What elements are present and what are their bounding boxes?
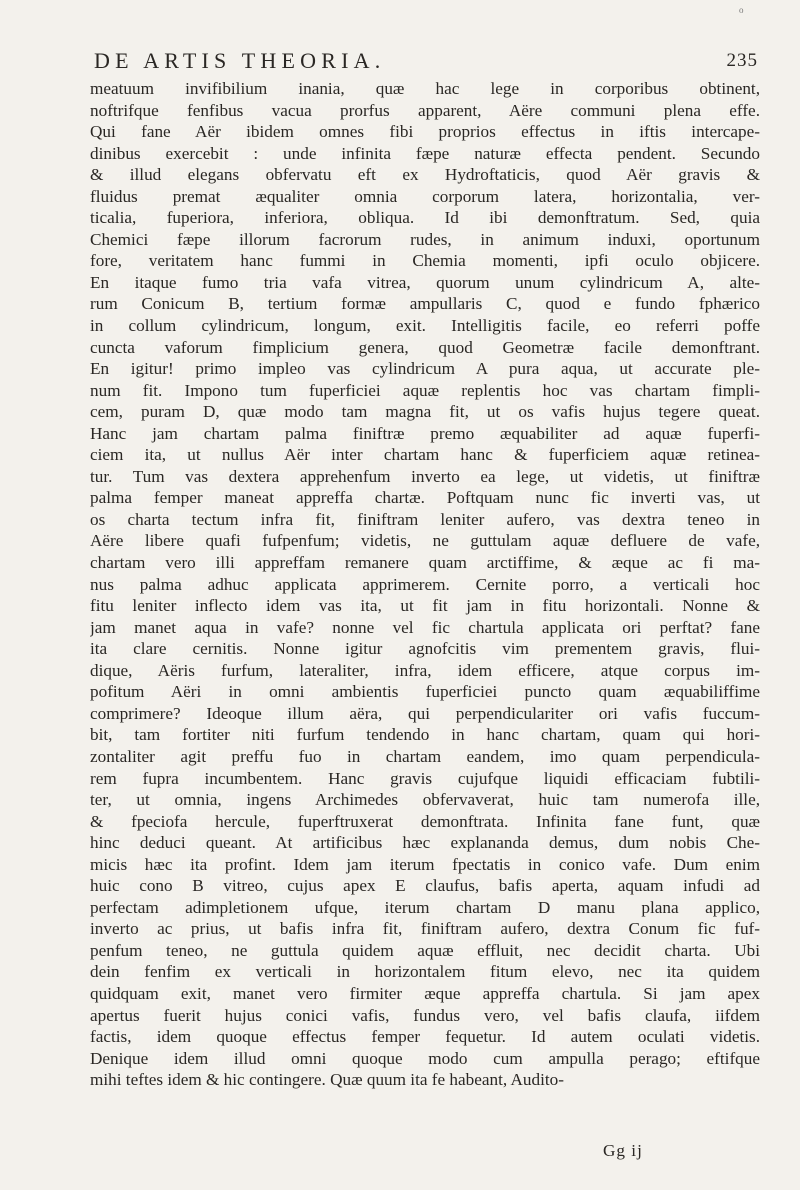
text-line: palma femper maneat appreffa chartæ. Poftquam nunc fic inverti vas, ut (90, 488, 760, 508)
text-line: penfum teneo, ne guttula quidem aquæ effluit, nec decidit charta. Ubi (90, 940, 760, 960)
running-head-title: DE ARTIS THEORIA. (94, 48, 386, 73)
text-line: zontaliter agit preffu fuo in chartam eandem, imo quam perpendicula- (90, 746, 760, 766)
body-text (90, 78, 760, 1091)
footer-row (90, 1141, 760, 1163)
text-line: perfectam adimpletionem ufque, iterum chartam D manu plana applico, (90, 897, 760, 917)
text-line: micis hæc ita profint. Idem jam iterum fpectatis in conico vafe. Dum enim (90, 854, 760, 874)
text-line: Denique idem illud omni quoque modo cum ampulla perago; eftifque (90, 1048, 760, 1068)
text-line: fore, veritatem hanc fummi in Chemia momenti, ipfi oculo objicere. (90, 251, 760, 271)
text-line: En igitur! primo impleo vas cylindricum A pura aqua, ut accurate ple- (90, 359, 760, 379)
text-line: ciem ita, ut nullus Aër inter chartam hanc & fuperficiem aquæ retinea- (90, 445, 760, 465)
text-line: jam manet aqua in vafe? nonne vel fic chartula applicata ori perftat? fane (90, 617, 760, 637)
text-line: pofitum Aëri in omni ambientis fuperficiei puncto quam æquabiliffime (90, 682, 760, 702)
text-line: bit, tam fortiter niti furfum tendendo in hanc chartam, quam qui hori- (90, 725, 760, 745)
text-line: & illud elegans obfervatu eft ex Hydroftaticis, quod Aër gravis & (90, 165, 760, 185)
text-line: En itaque fumo tria vafa vitrea, quorum unum cylindricum A, alte- (90, 272, 760, 292)
text-line: fluidus premat æqualiter omnia corporum latera, horizontalia, ver- (90, 186, 760, 206)
text-line: inverto ac prius, ut bafis infra fit, finiftram aufero, dextra Conum fic fuf- (90, 919, 760, 939)
text-line: cem, puram D, quæ modo tam magna fit, ut os vafis hujus tegere queat. (90, 402, 760, 422)
text-line: Qui fane Aër ibidem omnes fibi proprios effectus in iftis intercape- (90, 122, 760, 142)
text-line: rem fupra incumbentem. Hanc gravis cujufque liquidi efficaciam fubtili- (90, 768, 760, 788)
text-line: fitu leniter inflecto idem vas ita, ut fit jam in fitu horizontali. Nonne & (90, 596, 760, 616)
text-line: hinc deduci queant. At artificibus hæc explananda demus, dum nobis Che- (90, 833, 760, 853)
text-line: tur. Tum vas dextera apprehenfum inverto ea lege, ut videtis, ut finiftræ (90, 466, 760, 486)
text-line: dique, Aëris furfum, lateraliter, infra, idem efficere, atque corpus im- (90, 660, 760, 680)
text-line: Chemici fæpe illorum facrorum rudes, in animum induxi, oportunum (90, 229, 760, 249)
text-line: Aëre libere quafi fufpenfum; videtis, ne guttulam aquæ defluere de vafe, (90, 531, 760, 551)
corner-mark: o (739, 5, 744, 15)
text-line: meatuum invifibilium inania, quæ hac lege in corporibus obtinent, (90, 79, 760, 98)
text-line: comprimere? Ideoque illum aëra, qui perpendiculariter ori vafis fuccum- (90, 703, 760, 723)
text-line: quidquam exit, manet vero firmiter æque appreffa chartula. Si jam apex (90, 983, 760, 1003)
page-number: 235 (726, 50, 758, 71)
text-line: chartam vero illi appreffam remanere quam arctiffime, & æque ac fi ma- (90, 553, 760, 573)
text-line: rum Conicum B, tertium formæ ampullaris C, quod e fundo fphærico (90, 294, 760, 314)
text-line: Hanc jam chartam palma finiftræ premo æquabiliter ad aquæ fuperfi- (90, 423, 760, 443)
text-line: dein fenfim ex verticali in horizontalem fitum elevo, nec ita quidem (90, 962, 760, 982)
text-line: dinibus exercebit : unde infinita fæpe naturæ effecta pendent. Secundo (90, 143, 760, 163)
text-line: mihi teftes idem & hic contingere. Quæ quum ita fe habeant, Audito- (90, 1070, 564, 1090)
text-line: num fit. Impono tum fuperficiei aquæ replentis hoc vas chartam fimpli- (90, 380, 760, 400)
text-line: in collum cylindricum, longum, exit. Intelligitis facile, eo referri poffe (90, 316, 760, 336)
text-line: huic cono B vitreo, cujus apex E claufus, bafis aperta, aquam infudi ad (90, 876, 760, 896)
text-line: os charta tectum infra fit, finiftram leniter aufero, vas dextra teneo in (90, 509, 760, 529)
text-line: factis, idem quoque effectus femper fequetur. Id autem oculati videtis. (90, 1027, 760, 1047)
text-line: nus palma adhuc applicata apprimerem. Cernite porro, a verticali hoc (90, 574, 760, 594)
text-line: apertus fuerit hujus conici vafis, fundus vero, vel bafis claufa, iifdem (90, 1005, 760, 1025)
text-line: & fpeciofa hercule, fuperftruxerat demonftrata. Infinita fane funt, quæ (90, 811, 760, 831)
text-line: cuncta vaforum fimplicium genera, quod Geometræ facile demonftrant. (90, 337, 760, 357)
text-line: noftrifque fenfibus vacua prorfus apparent, Aëre communi plena effe. (90, 100, 760, 120)
text-line: ita clare cernitis. Nonne igitur agnofcitis vim prementem gravis, flui- (90, 639, 760, 659)
signature-mark: Gg ij (603, 1141, 643, 1160)
running-head (90, 48, 760, 74)
text-line: ter, ut omnia, ingens Archimedes obfervaverat, huic tam numerofa ille, (90, 790, 760, 810)
text-line: ticalia, fuperiora, inferiora, obliqua. Id ibi demonftratum. Sed, quia (90, 208, 760, 228)
